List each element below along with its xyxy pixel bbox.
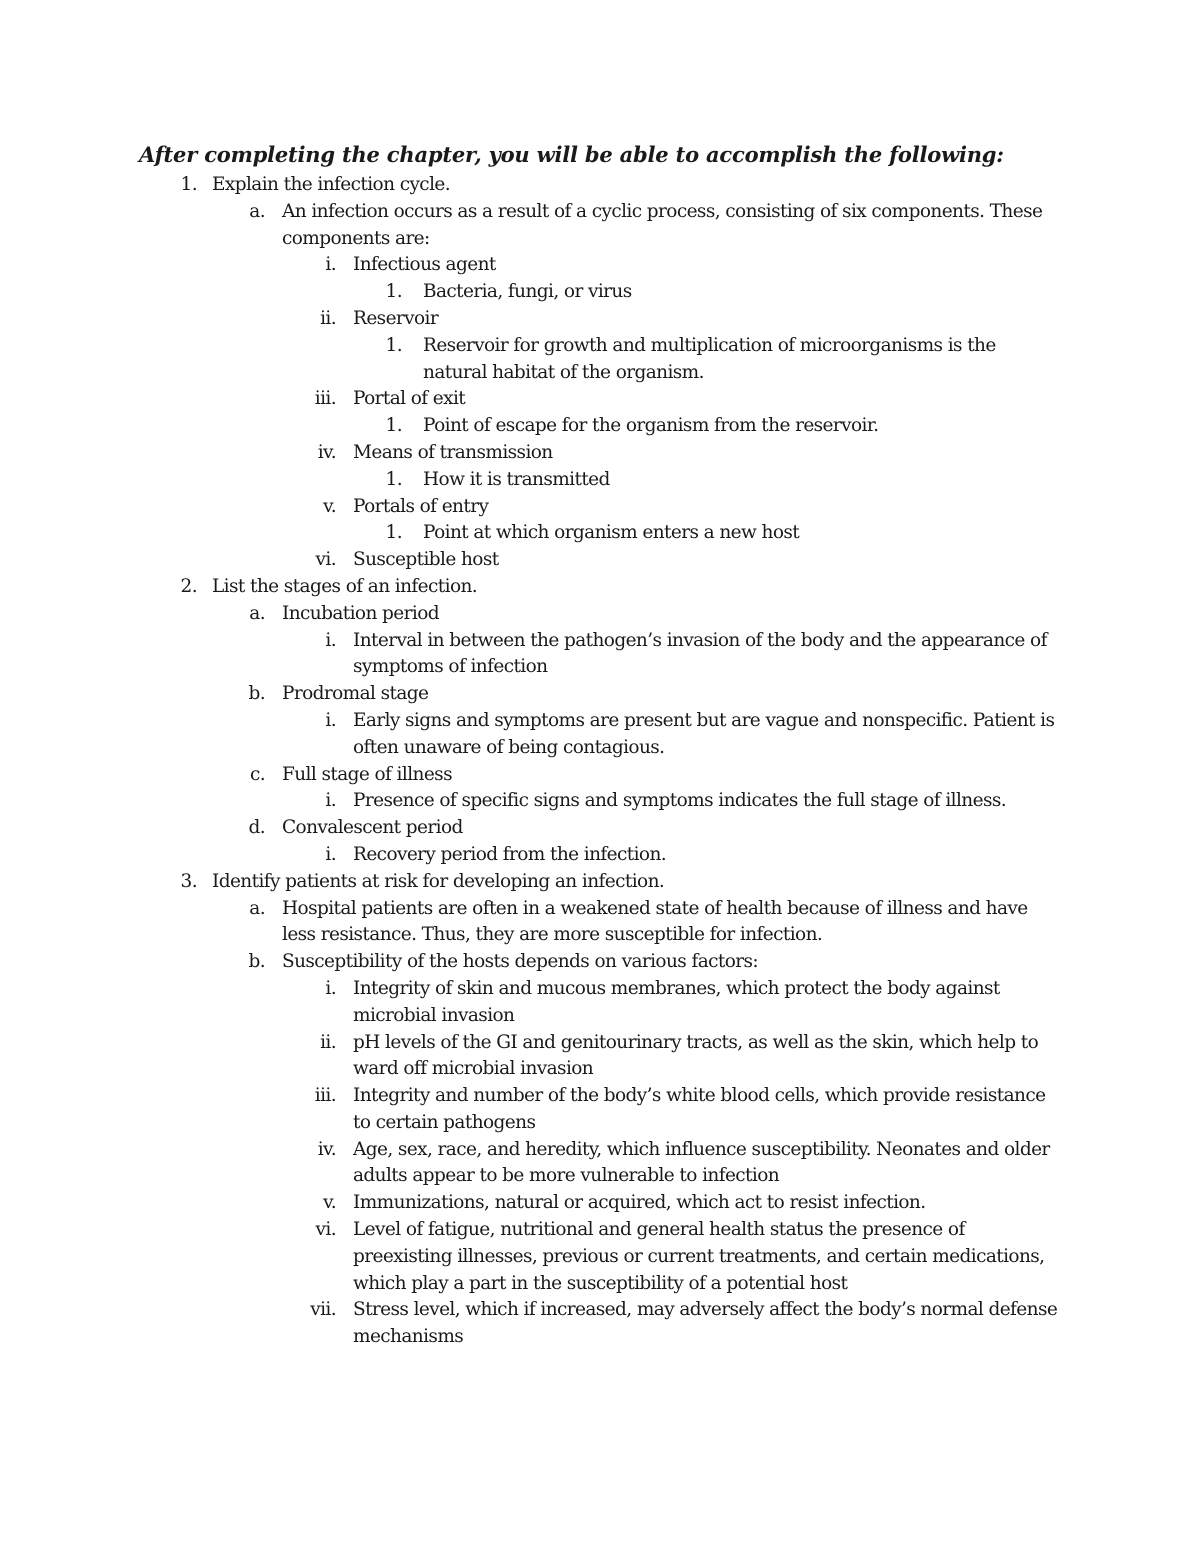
outline-item <box>0 842 1200 869</box>
outline-item <box>0 279 1200 306</box>
item-marker: iii. <box>314 1085 336 1107</box>
item-text: Susceptible host <box>353 549 499 571</box>
item-text: Integrity of skin and mucous membranes, which protect the body against microbial invasion <box>353 977 1000 1026</box>
item-text: Immunizations, natural or acquired, which act to resist infection. <box>353 1192 926 1214</box>
item-marker: iii. <box>314 388 336 410</box>
outline-item <box>0 815 1200 842</box>
item-marker: v. <box>323 495 336 517</box>
item-marker: 1. <box>385 281 402 303</box>
item-text: How it is transmitted <box>423 468 610 490</box>
item-text: Recovery period from the infection. <box>353 843 667 865</box>
item-marker: iv. <box>317 441 336 463</box>
item-text: List the stages of an infection. <box>212 575 478 597</box>
item-marker: i. <box>325 843 336 865</box>
item-text: Infectious agent <box>353 254 496 276</box>
item-text: Susceptibility of the hosts depends on various factors: <box>282 951 759 973</box>
outline-item <box>0 1297 1200 1351</box>
item-marker: 1. <box>385 334 402 356</box>
item-text: Convalescent period <box>282 817 463 839</box>
item-text: Incubation period <box>282 602 439 624</box>
item-marker: vii. <box>310 1299 336 1321</box>
outline-item <box>0 681 1200 708</box>
outline-item <box>0 199 1200 253</box>
item-marker: vi. <box>315 549 336 571</box>
outline-item <box>0 494 1200 521</box>
outline-item <box>0 1083 1200 1137</box>
item-marker: b. <box>248 951 265 973</box>
outline-item <box>0 574 1200 601</box>
item-text: Early signs and symptoms are present but are vague and nonspecific. Patient is often unaware of being contagious. <box>353 709 1055 758</box>
outline-item <box>0 386 1200 413</box>
item-marker: 1. <box>385 415 402 437</box>
item-marker: ii. <box>320 1031 336 1053</box>
item-marker: i. <box>325 629 336 651</box>
item-marker: 1. <box>180 174 197 195</box>
item-text: Reservoir <box>353 307 439 329</box>
item-marker: i. <box>325 977 336 999</box>
item-marker: i. <box>325 790 336 812</box>
item-text: Portals of entry <box>353 495 489 517</box>
outline-item <box>0 172 1200 199</box>
item-text: An infection occurs as a result of a cyclic process, consisting of six components. These components are: <box>282 200 1043 249</box>
outline-item <box>0 708 1200 762</box>
item-marker: 2. <box>180 575 197 597</box>
item-text: Prodromal stage <box>282 683 429 705</box>
item-marker: i. <box>325 709 336 731</box>
item-marker: v. <box>323 1192 336 1214</box>
item-marker: b. <box>248 683 265 705</box>
item-marker: 1. <box>385 468 402 490</box>
outline-item <box>0 788 1200 815</box>
item-marker: c. <box>249 763 265 785</box>
outline-item <box>0 413 1200 440</box>
item-marker: a. <box>249 200 265 222</box>
item-text: Stress level, which if increased, may adversely affect the body’s normal defense mechanisms <box>353 1299 1058 1348</box>
item-text: Portal of exit <box>353 388 466 410</box>
outline-item <box>0 628 1200 682</box>
outline-item <box>0 1137 1200 1191</box>
item-marker: i. <box>325 254 336 276</box>
item-marker: d. <box>248 817 265 839</box>
item-marker: 3. <box>180 870 197 892</box>
outline-item <box>0 1030 1200 1084</box>
outline-item <box>0 547 1200 574</box>
outline-item <box>0 252 1200 279</box>
item-text: Reservoir for growth and multiplication of microorganisms is the natural habitat of the organism. <box>423 334 996 383</box>
outline-item <box>0 762 1200 789</box>
item-text: Interval in between the pathogen’s invasion of the body and the appearance of symptoms of infection <box>353 629 1047 678</box>
item-marker: a. <box>249 897 265 919</box>
item-text: Level of fatigue, nutritional and general health status the presence of preexisting illnesses, previous or current treatments, and certain medications, which play a part in the susceptibility of a potential host <box>353 1219 1045 1294</box>
outline-item <box>0 440 1200 467</box>
outline-item <box>0 306 1200 333</box>
item-text: Bacteria, fungi, or virus <box>423 281 632 303</box>
item-marker: 1. <box>385 522 402 544</box>
outline-item <box>0 333 1200 387</box>
item-marker: vi. <box>315 1219 336 1241</box>
item-text: Full stage of illness <box>282 763 452 785</box>
objectives-outline <box>0 172 1200 1351</box>
item-text: Point at which organism enters a new host <box>423 522 800 544</box>
outline-item <box>0 467 1200 494</box>
outline-item <box>0 1190 1200 1217</box>
outline-item <box>0 949 1200 976</box>
outline-item <box>0 976 1200 1030</box>
outline-item <box>0 520 1200 547</box>
item-text: Means of transmission <box>353 441 553 463</box>
outline-item <box>0 896 1200 950</box>
item-text: Explain the infection cycle. <box>212 174 451 195</box>
outline-item <box>0 1217 1200 1297</box>
item-text: Point of escape for the organism from the reservoir. <box>423 415 879 437</box>
item-text: Integrity and number of the body’s white blood cells, which provide resistance to certain pathogens <box>353 1085 1046 1133</box>
item-text: pH levels of the GI and genitourinary tracts, as well as the skin, which help to ward off microbial invasion <box>353 1031 1039 1080</box>
item-marker: ii. <box>320 307 336 329</box>
item-marker: iv. <box>317 1138 336 1160</box>
outline-item <box>0 601 1200 628</box>
page-heading: After completing the chapter, you will be able to accomplish the following: <box>139 142 1004 167</box>
item-text: Hospital patients are often in a weakened state of health because of illness and have less resistance. Thus, they are more susceptible for infection. <box>282 897 1028 946</box>
item-text: Age, sex, race, and heredity, which influence susceptibility. Neonates and older adults appear to be more vulnerable to infection <box>353 1138 1050 1187</box>
item-marker: a. <box>249 602 265 624</box>
item-text: Identify patients at risk for developing an infection. <box>212 870 665 892</box>
outline-item <box>0 869 1200 896</box>
item-text: Presence of specific signs and symptoms indicates the full stage of illness. <box>353 790 1007 812</box>
